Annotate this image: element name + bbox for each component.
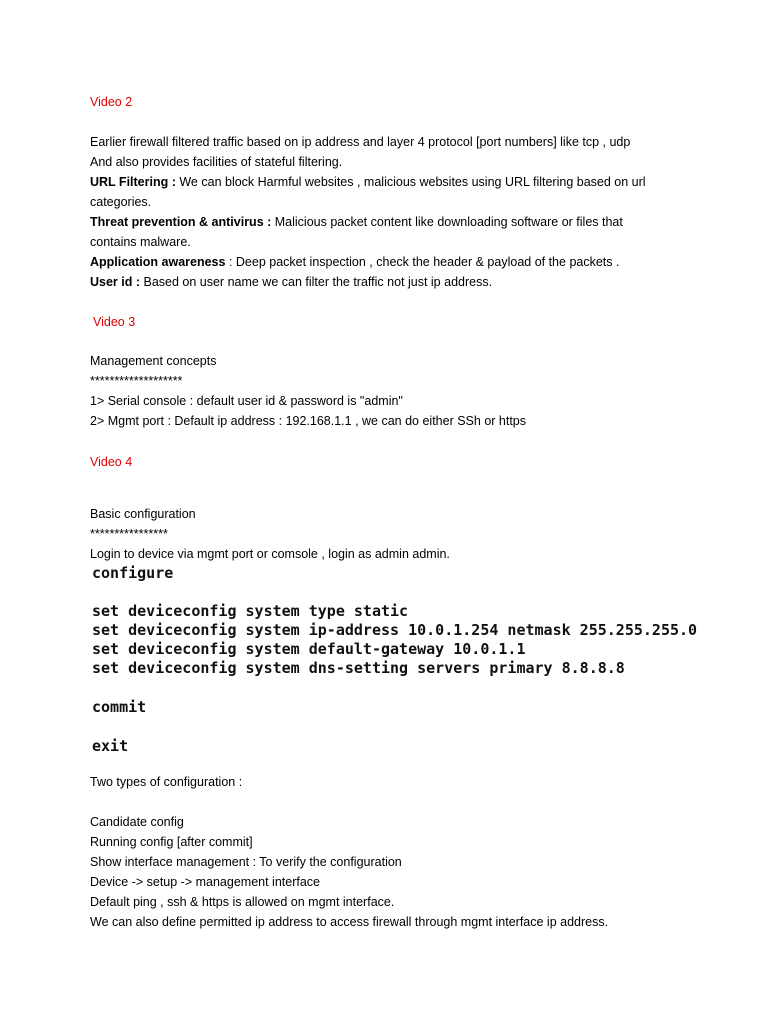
code-commit: commit xyxy=(92,698,147,716)
url-filtering-line xyxy=(90,172,646,192)
user-id-text: Based on user name we can filter the traffic not just ip address. xyxy=(140,275,493,289)
candidate-config: Candidate config xyxy=(90,815,184,829)
app-awareness-text: : Deep packet inspection , check the header & payload of the packets . xyxy=(225,255,620,269)
management-concepts-title: Management concepts xyxy=(90,354,217,368)
two-types-title: Two types of configuration : xyxy=(90,775,243,789)
threat-cont: contains malware. xyxy=(90,235,191,249)
threat-text: Malicious packet content like downloading software or files that xyxy=(271,215,623,229)
default-ping-line: Default ping , ssh & https is allowed on mgmt interface. xyxy=(90,895,395,909)
threat-label: Threat prevention & antivirus : xyxy=(90,215,272,229)
code-cmd-type-static: set deviceconfig system type static xyxy=(92,602,409,620)
serial-console-item: 1> Serial console : default user id & password is "admin" xyxy=(90,394,403,408)
video2-heading: Video 2 xyxy=(90,95,133,109)
management-stars: ******************* xyxy=(90,374,183,388)
url-filtering-cont: categories. xyxy=(90,195,152,209)
app-awareness-line xyxy=(90,252,619,272)
user-id-line xyxy=(90,272,492,292)
permitted-ip-line: We can also define permitted ip address to access firewall through mgmt interface ip address. xyxy=(90,915,609,929)
code-cmd-ip-address: set deviceconfig system ip-address 10.0.1.254 netmask 255.255.255.0 xyxy=(92,621,698,639)
device-setup-line: Device -> setup -> management interface xyxy=(90,875,320,889)
video2-line1: Earlier firewall filtered traffic based on ip address and layer 4 protocol [port numbers] like tcp , udp xyxy=(90,135,631,149)
login-instruction: Login to device via mgmt port or comsole , login as admin admin. xyxy=(90,547,450,561)
show-interface-line: Show interface management : To verify the configuration xyxy=(90,855,402,869)
url-filtering-text: We can block Harmful websites , malicious websites using URL filtering based on url xyxy=(175,175,646,189)
video3-heading: Video 3 xyxy=(93,315,136,329)
url-filtering-label: URL Filtering : xyxy=(90,175,176,189)
video2-line2: And also provides facilities of stateful filtering. xyxy=(90,155,343,169)
video4-heading: Video 4 xyxy=(90,455,133,469)
code-configure: configure xyxy=(92,564,174,582)
user-id-label: User id : xyxy=(90,275,141,289)
mgmt-port-item: 2> Mgmt port : Default ip address : 192.168.1.1 , we can do either SSh or https xyxy=(90,414,527,428)
code-cmd-default-gateway: set deviceconfig system default-gateway 10.0.1.1 xyxy=(92,640,526,658)
code-exit: exit xyxy=(92,737,129,755)
basic-stars: **************** xyxy=(90,527,168,541)
code-cmd-dns-setting: set deviceconfig system dns-setting servers primary 8.8.8.8 xyxy=(92,659,625,677)
running-config: Running config [after commit] xyxy=(90,835,253,849)
threat-line xyxy=(90,212,623,232)
basic-configuration-title: Basic configuration xyxy=(90,507,196,521)
app-awareness-label: Application awareness xyxy=(90,255,226,269)
